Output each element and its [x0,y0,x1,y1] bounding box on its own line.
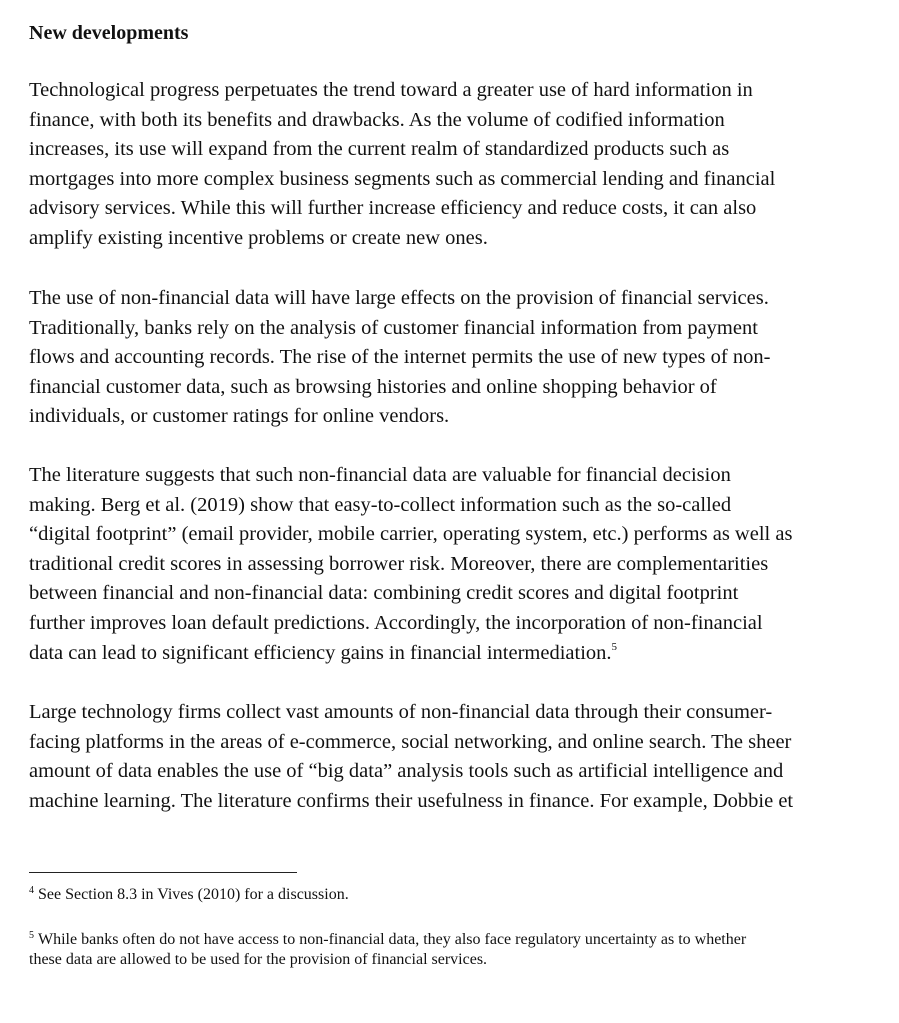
text-line: Large technology firms collect vast amounts of non-financial data through their consumer- [29,701,773,723]
text-line: further improves loan default predictions. Accordingly, the incorporation of non-financial [29,611,763,634]
text-line: between financial and non-financial data: combining credit scores and digital footprint [29,582,739,605]
text-line: amplify existing incentive problems or create new ones. [29,226,488,249]
text-line: flows and accounting records. The rise of the internet permits the use of new types of non- [29,346,771,369]
text-line: traditional credit scores in assessing borrower risk. Moreover, there are complementarities [29,552,769,575]
footnote-reference-5[interactable]: 5 [611,640,618,653]
footnote-line: these data are allowed to be used for the provision of financial services. [29,951,488,968]
text-line: increases, its use will expand from the current realm of standardized products such as [29,138,730,161]
text-line: amount of data enables the use of “big data” analysis tools such as artificial intelligence and [29,760,784,783]
text-line: advisory services. While this will further increase efficiency and reduce costs, it can also [29,197,757,220]
text-line: making. Berg et al. (2019) show that easy-to-collect information such as the so-called [29,493,732,516]
text-line: Traditionally, banks rely on the analysis of customer financial information from payment [29,316,758,339]
text-line: mortgages into more complex business segments such as commercial lending and financial [29,167,776,190]
section-heading: New developments [29,22,189,44]
footnote-number: 4 [29,885,34,896]
text-line: individuals, or customer ratings for online vendors. [29,405,450,428]
footnote-number: 5 [29,930,34,941]
footnote-text: See Section 8.3 in Vives (2010) for a discussion. [38,886,349,903]
paragraph-big-tech [29,698,874,816]
footnote-5 [29,930,874,970]
footnote-text: While banks often do not have access to non-financial data, they also face regulatory uncertainty as to whether [38,931,747,948]
text-line: The use of non-financial data will have large effects on the provision of financial services. [29,287,769,309]
paragraph-hard-information [29,76,874,254]
text-line: “digital footprint” (email provider, mobile carrier, operating system, etc.) performs as well as [29,523,793,546]
text-line: finance, with both its benefits and drawbacks. As the volume of codified information [29,108,725,131]
text-line: Technological progress perpetuates the trend toward a greater use of hard information in [29,79,753,101]
footnote-4 [29,885,874,905]
paragraph-literature [29,461,874,668]
text-line: financial customer data, such as browsing histories and online shopping behavior of [29,375,717,398]
text-line: facing platforms in the areas of e-commerce, social networking, and online search. The sheer [29,730,792,753]
paragraph-non-financial-data [29,284,874,432]
text-line: The literature suggests that such non-financial data are valuable for financial decision [29,464,731,486]
footnote-divider [29,872,297,873]
text-line: machine learning. The literature confirms their usefulness in finance. For example, Dobbie et [29,789,794,812]
text-line-with-footnote [29,639,874,669]
footnote-line [29,885,874,905]
text-line: data can lead to significant efficiency gains in financial intermediation. [29,641,612,664]
footnote-line [29,930,874,950]
